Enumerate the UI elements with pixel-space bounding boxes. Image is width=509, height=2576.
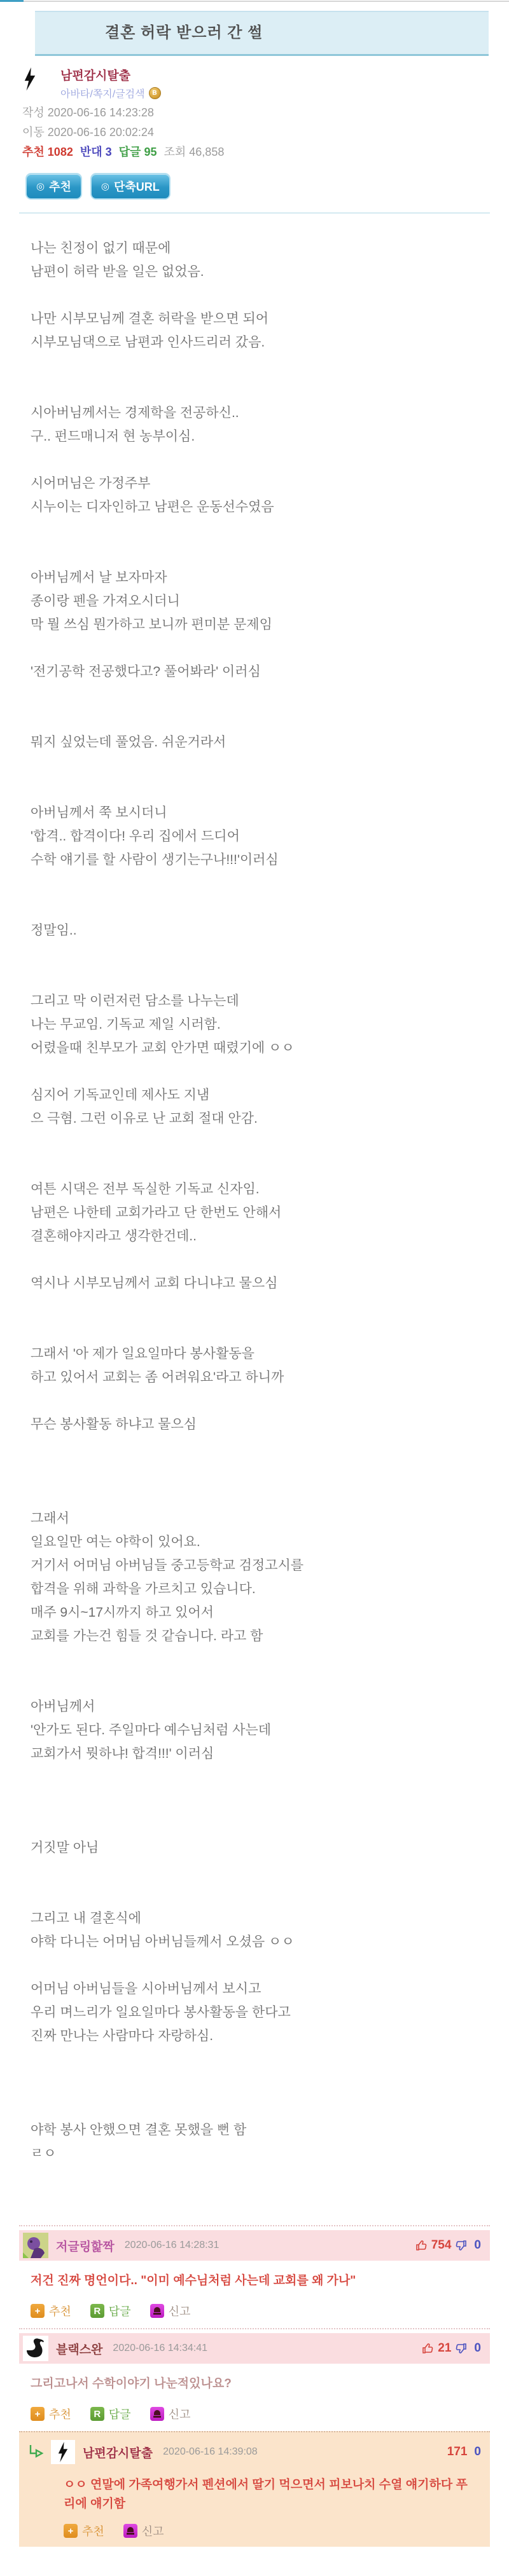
comment-header	[28, 2439, 481, 2465]
comment-date: 2020-06-16 14:39:08	[163, 2446, 258, 2457]
body-paragraph: 역시나 시부모님께서 교회 다니냐고 물으심	[31, 1276, 278, 1291]
comment-block	[19, 2225, 490, 2319]
body-paragraph: 나는 친정이 없기 때문에 남편이 허락 받을 일은 없었음.	[31, 241, 204, 279]
comment-text: ㅇㅇ 연말에 가족여행가서 펜션에서 딸기 먹으면서 피보나치 수열 얘기하다 푸리에 얘기함	[64, 2478, 468, 2511]
post-stats	[22, 143, 224, 160]
circle-icon: ◎	[36, 181, 45, 192]
body-paragraph: 야학 봉사 안했으면 결혼 못했을 뻔 함 ㄹㅇ	[31, 2123, 247, 2161]
body-paragraph: 그리고 내 결혼식에 야학 다니는 어머님 아버님들께서 오셨음 ㅇㅇ	[31, 1911, 295, 1949]
comment-header	[19, 2333, 490, 2364]
body-paragraph: 시아버님께서는 경제학을 전공하신.. 구.. 펀드매니저 현 농부이심.	[31, 406, 239, 444]
thumbs-down-icon[interactable]	[454, 2239, 467, 2252]
comment-action-button[interactable]	[64, 2523, 104, 2539]
reply-arrow-icon	[28, 2444, 45, 2460]
view-count: 조회 46,858	[164, 146, 225, 158]
body-paragraph: 시어머님은 가정주부 시누이는 디자인하고 남편은 운동선수였음	[31, 476, 274, 514]
comment-action-label: 신고	[168, 2408, 191, 2421]
thumbs-up-icon[interactable]	[422, 2342, 435, 2355]
comment-votes	[422, 2341, 481, 2355]
comment-action-button[interactable]	[31, 2303, 71, 2319]
report-bell-icon	[150, 2407, 164, 2421]
short-url-button[interactable]: ◎ 단축URL	[90, 173, 171, 200]
upvote-count: 754	[431, 2238, 452, 2252]
comment-action-button[interactable]	[90, 2303, 131, 2319]
comment-action-label: 추천	[49, 2408, 71, 2421]
comment-header	[19, 2230, 490, 2261]
content-divider	[19, 212, 490, 214]
comment-action-button[interactable]	[150, 2303, 191, 2319]
body-paragraph: 어머님 아버님들을 시아버님께서 보시고 우리 며느리가 일요일마다 봉사활동을 한다고 진짜 만나는 사람마다 자랑하심.	[31, 1982, 291, 2043]
thumbs-down-icon[interactable]	[454, 2342, 467, 2355]
comment-action-label: 신고	[141, 2525, 164, 2538]
comment-action-button[interactable]	[31, 2406, 71, 2422]
reply-r-icon: R	[90, 2304, 104, 2318]
comment-divider	[19, 2225, 490, 2226]
moved-meta: 이동 2020-06-16 20:02:24	[22, 126, 154, 139]
downvote-count: 0	[474, 2238, 481, 2252]
comment-votes	[447, 2445, 481, 2459]
comment-actions	[31, 2303, 490, 2319]
body-paragraph: 뭐지 싶었는데 풀었음. 쉬운거라서	[31, 735, 227, 750]
lightning-icon	[23, 67, 37, 95]
body-paragraph: 심지어 기독교인데 제사도 지냄 으 극혐. 그런 이유로 난 교회 절대 안감.	[31, 1088, 258, 1126]
comment-action-label: 답글	[108, 2305, 131, 2318]
circle-icon: ◎	[101, 181, 109, 192]
body-paragraph: 그리고 막 이런저런 담소를 나누는데 나는 무교임. 기독교 제일 시러함. 어렸을때 친부모가 교회 안가면 때렸기에 ㅇㅇ	[31, 994, 295, 1055]
upvote-count: 171	[447, 2445, 468, 2458]
comment-author[interactable]: 남편감시탈출	[83, 2446, 153, 2460]
lightning-avatar	[51, 2440, 75, 2464]
reply-count: 답글 95	[118, 146, 157, 158]
comment-action-label: 답글	[108, 2408, 131, 2421]
comment-action-label: 신고	[168, 2305, 191, 2318]
body-paragraph: 정말임..	[31, 923, 77, 938]
comment-date: 2020-06-16 14:28:31	[124, 2240, 220, 2251]
comment-text: 그리고나서 수학이야기 나눈적있나요?	[31, 2377, 232, 2390]
body-paragraph: 여튼 시댁은 전부 독실한 기독교 신자임. 남편은 나한테 교회가라고 단 한번도 안해서 결혼해야지라고 생각한건데..	[31, 1182, 282, 1243]
author-links	[60, 86, 161, 100]
comment-date: 2020-06-16 14:34:41	[113, 2343, 207, 2353]
downvote-count: 0	[474, 2341, 481, 2355]
top-accent-line	[0, 0, 24, 2]
upvote-count: 21	[438, 2341, 452, 2355]
comment-author[interactable]: 블랙스완	[56, 2343, 103, 2357]
comment-text: 저건 진짜 명언이다.. "이미 예수님처럼 사는데 교회를 왜 가나"	[31, 2274, 356, 2287]
post-title: 결혼 허락 받으러 간 썰	[105, 24, 263, 41]
body-paragraph: 아버님께서 '안가도 된다. 주일마다 예수님처럼 사는데 교회가서 뭣하냐! 합격!!!' 이러심	[31, 1699, 272, 1761]
author-menu-links[interactable]: 아바타/쪽지/글검색	[60, 89, 145, 100]
comment-actions	[64, 2523, 481, 2539]
created-meta: 작성 2020-06-16 14:23:28	[22, 106, 154, 119]
comment-actions	[31, 2406, 490, 2422]
recommend-count: 추천 1082	[22, 146, 73, 158]
post-author[interactable]: 남편감시탈출	[60, 69, 131, 83]
body-paragraph: 거짓말 아님	[31, 1840, 99, 1855]
report-bell-icon	[123, 2524, 137, 2538]
report-bell-icon	[150, 2304, 164, 2318]
comment-action-button[interactable]	[123, 2523, 164, 2539]
thumbs-up-icon[interactable]	[415, 2239, 428, 2252]
comment-action-button[interactable]	[150, 2406, 191, 2422]
body-paragraph: 아버님께서 날 보자마자 종이랑 펜을 가져오시더니 막 뭘 쓰심 뭔가하고 보니까 편미분 문제임	[31, 570, 272, 632]
coin-badge-icon: B	[149, 87, 161, 99]
comment-section	[19, 2225, 490, 2547]
comment-action-label: 추천	[49, 2305, 71, 2318]
downvote-count: 0	[474, 2445, 481, 2458]
body-paragraph: 나만 시부모님께 결혼 허락을 받으면 되어 시부모님댁으로 남편과 인사드리러 갔음.	[31, 312, 269, 350]
plus-icon: +	[31, 2304, 45, 2318]
comment-block	[19, 2431, 490, 2547]
body-paragraph: '전기공학 전공했다고? 풀어봐라' 이러심	[31, 664, 261, 679]
comment-block	[19, 2328, 490, 2422]
body-paragraph: 그래서 '아 제가 일요일마다 봉사활동을 하고 있어서 교회는 좀 어려워요'라고 하니까	[31, 1346, 284, 1385]
recommend-button[interactable]: ◎ 추천	[25, 173, 82, 200]
top-divider-line	[24, 1, 509, 2]
plus-icon: +	[64, 2524, 78, 2538]
comment-action-label: 추천	[82, 2525, 104, 2538]
black-swan-avatar	[23, 2336, 48, 2361]
comment-divider	[19, 2328, 490, 2329]
comment-action-button[interactable]	[90, 2406, 131, 2422]
comment-author[interactable]: 저글링핥짝	[56, 2240, 115, 2254]
post-body	[31, 236, 482, 2165]
body-paragraph: 그래서 일요일만 여는 야학이 있어요. 거기서 어머님 아버님들 중고등학교 검정고시를 합격을 위해 과학을 가르치고 있습니다. 매주 9시~17시까지 하고 있어서 교회를 가는건 힘들 것 같습니다. 라고 함	[31, 1511, 304, 1643]
reply-r-icon: R	[90, 2407, 104, 2421]
comment-votes	[415, 2238, 481, 2252]
oppose-count: 반대 3	[80, 146, 112, 158]
body-paragraph: 아버님께서 쭉 보시더니 '합격.. 합격이다! 우리 집에서 드디어 수학 얘기를 할 사람이 생기는구나!!!'이러심	[31, 805, 279, 867]
plus-icon: +	[31, 2407, 45, 2421]
body-paragraph: 무슨 봉사활동 하냐고 물으심	[31, 1417, 197, 1432]
post-title-bar	[35, 11, 489, 56]
post-action-buttons	[25, 173, 171, 200]
zergling-avatar	[23, 2233, 48, 2258]
